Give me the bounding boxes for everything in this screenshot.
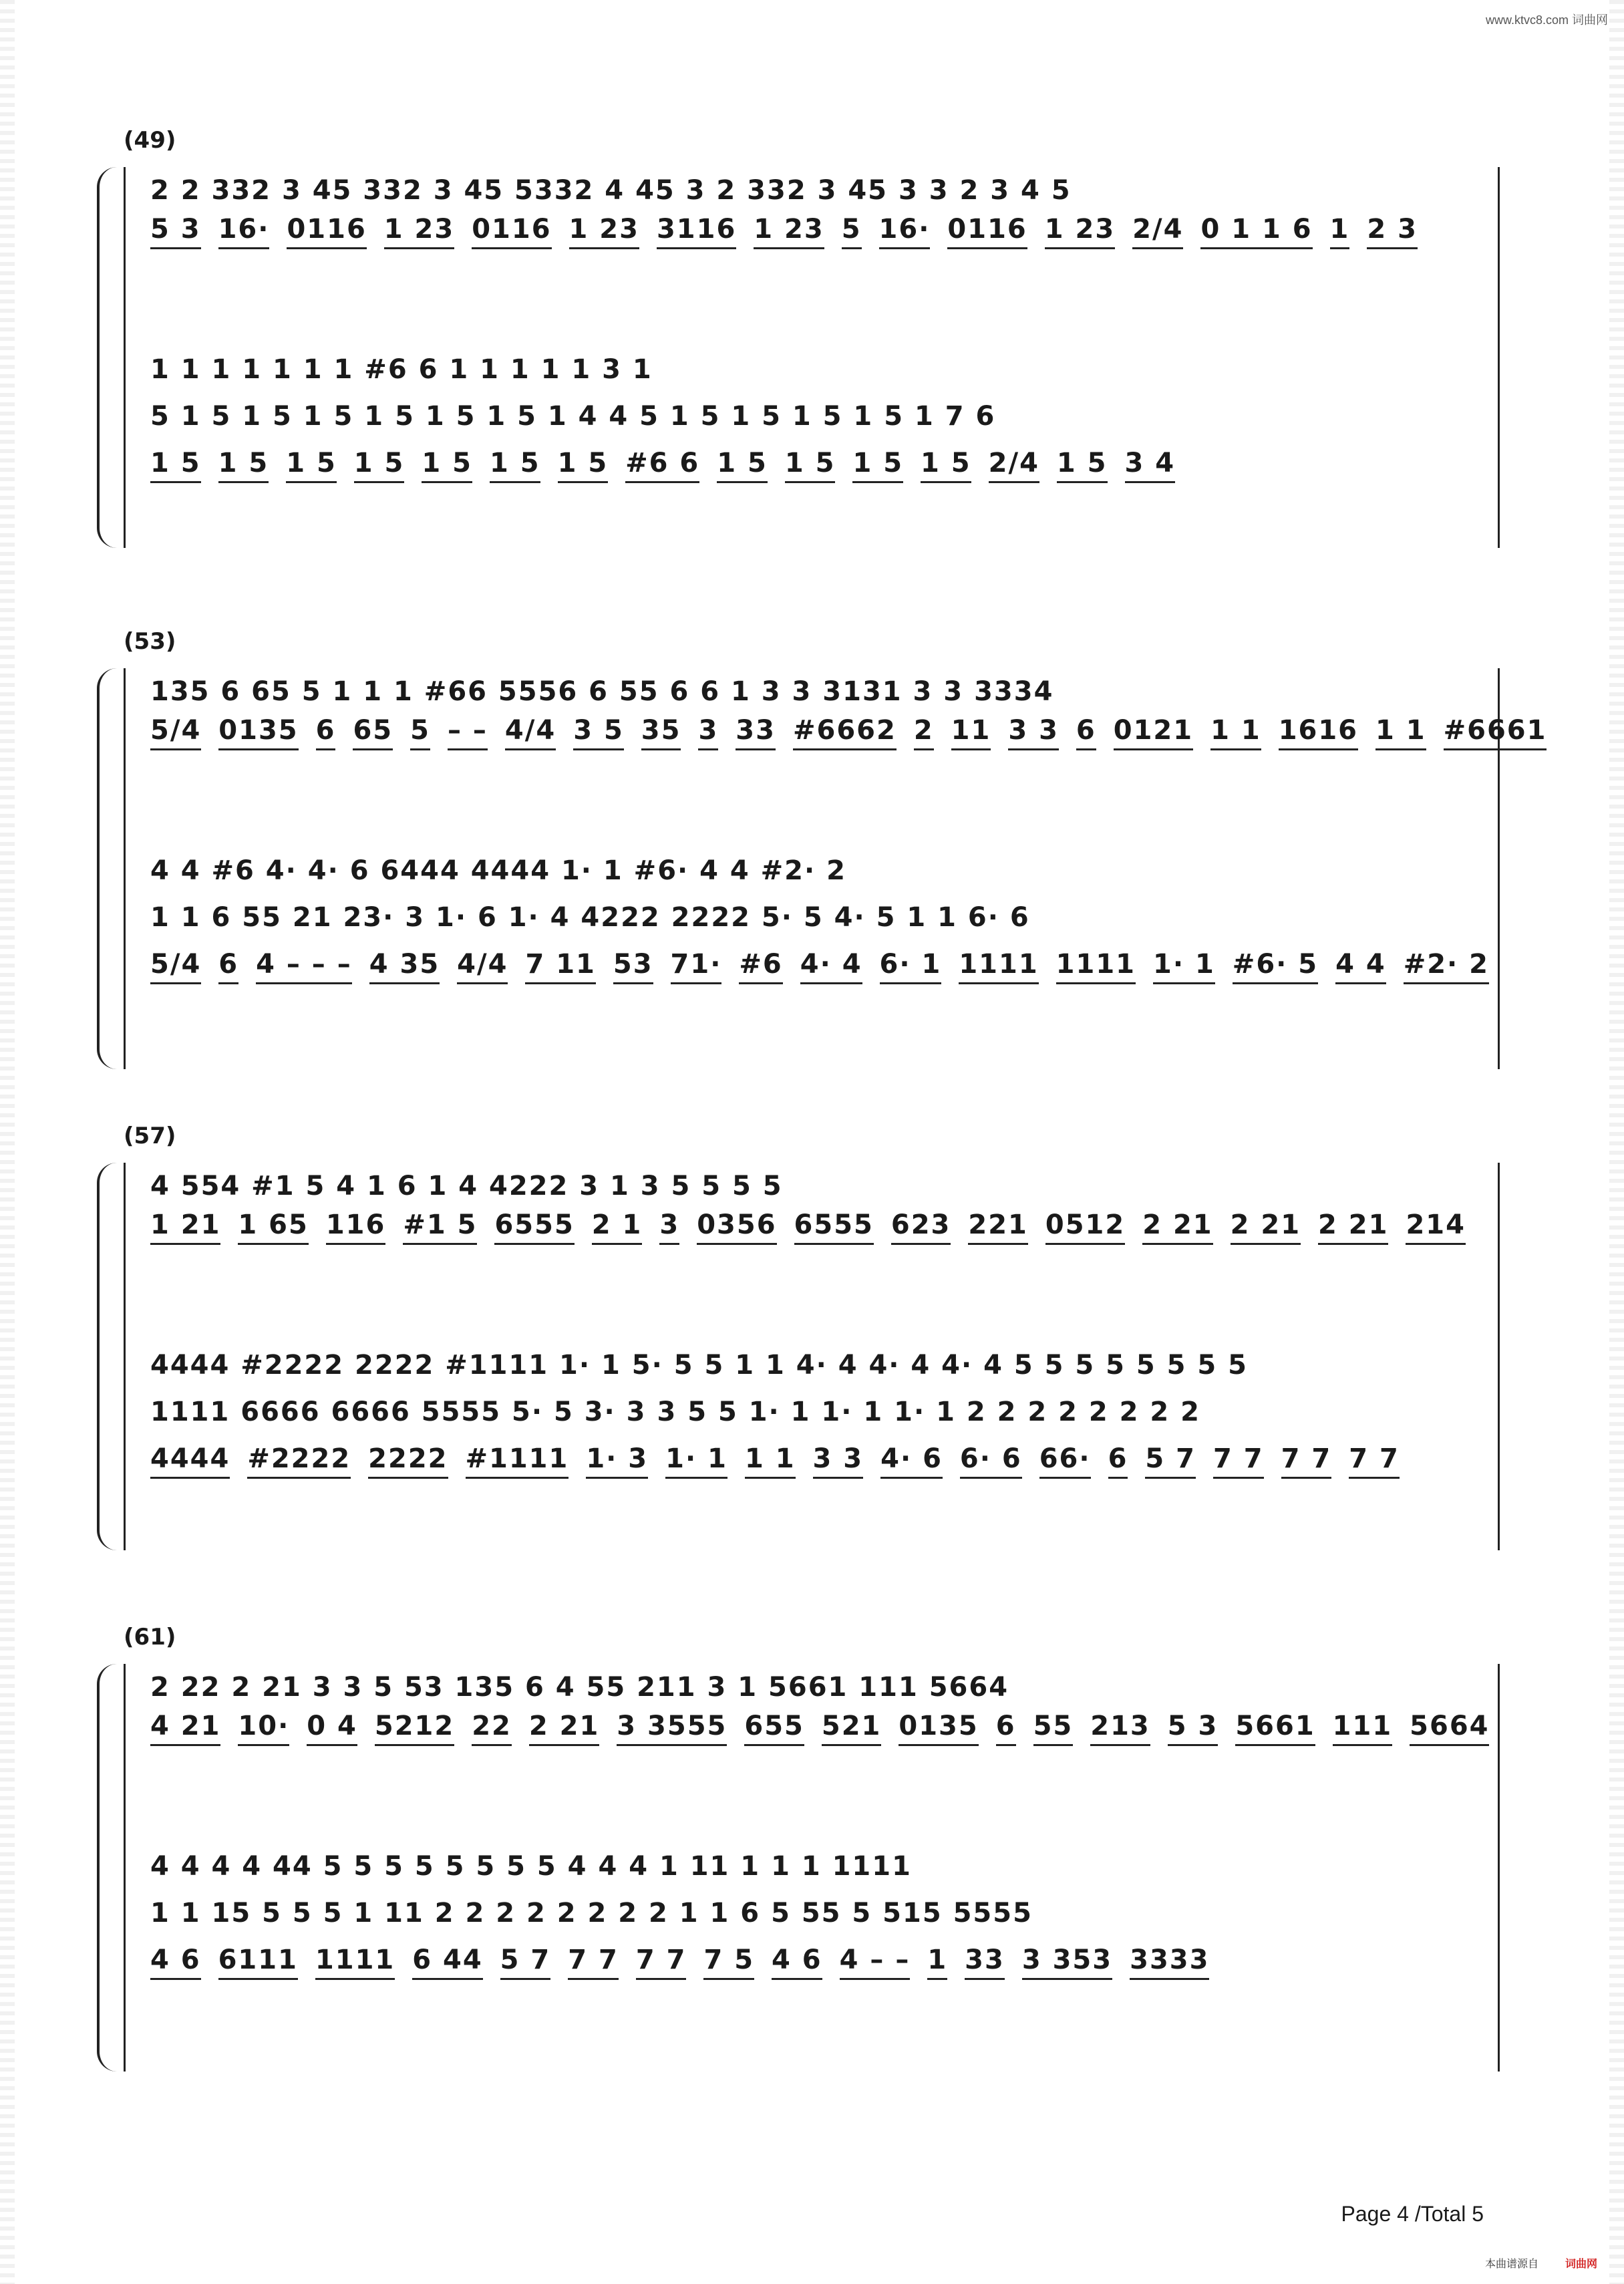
- note-group: 3: [659, 1209, 679, 1245]
- note-group: 7 11: [525, 949, 595, 984]
- note-group: 5/4: [150, 949, 201, 984]
- note-group: 1111: [1056, 949, 1136, 984]
- note-group: 0121: [1114, 715, 1193, 750]
- score-system: [124, 1624, 1500, 2072]
- bass-lower-notes: [150, 1945, 1486, 1980]
- note-group: 0135: [899, 1711, 978, 1746]
- note-group: 2 21: [529, 1711, 599, 1746]
- note-group: 1 1: [745, 1443, 796, 1479]
- system-start-barline: [124, 668, 126, 1069]
- note-group: 5: [842, 214, 862, 249]
- bass-middle-notes: 1 1 15 5 5 5 1 11 2 2 2 2 2 2 2 2 1 1 6 5 55 5 515 5555: [150, 1898, 1033, 1929]
- note-group: 1 5: [286, 448, 337, 483]
- note-group: 6555: [494, 1209, 574, 1245]
- note-group: 7 7: [1281, 1443, 1332, 1479]
- note-group: #6662: [793, 715, 897, 750]
- note-group: 7 7: [636, 1945, 687, 1980]
- score-system: [124, 628, 1547, 1069]
- note-group: 4 4: [1335, 949, 1386, 984]
- note-group: 1 23: [754, 214, 824, 249]
- note-group: 5 7: [1145, 1443, 1196, 1479]
- note-group: 521: [822, 1711, 882, 1746]
- note-group: 2 21: [1318, 1209, 1388, 1245]
- note-group: 2 21: [1142, 1209, 1212, 1245]
- site-banner[interactable]: www.ktvc8.com 词曲网: [1485, 13, 1608, 27]
- bass-lower-notes: [150, 448, 1486, 483]
- note-group: 1 5: [785, 448, 836, 483]
- note-group: 7 7: [1213, 1443, 1264, 1479]
- note-group: 0 1 1 6: [1200, 214, 1312, 249]
- note-group: 6 44: [412, 1945, 482, 1980]
- note-group: 1111: [315, 1945, 395, 1980]
- treble-melody-notes: [150, 214, 1486, 249]
- note-group: 3 5: [573, 715, 624, 750]
- measure-number: (61): [124, 1624, 176, 1651]
- right-margin-watermark: [1609, 0, 1624, 2284]
- note-group: 6: [1108, 1443, 1128, 1479]
- bass-upper-notes: 4444 #2222 2222 #1111 1· 1 5· 5 5 1 1 4· 4 4· 4 4· 4 5 5 5 5 5 5 5 5: [150, 1350, 1249, 1381]
- note-group: #6: [739, 949, 782, 984]
- note-group: #2222: [247, 1443, 351, 1479]
- note-group: – –: [448, 715, 488, 750]
- note-group: 1 5: [1057, 448, 1108, 483]
- note-group: 2: [914, 715, 934, 750]
- note-group: 16·: [218, 214, 270, 249]
- note-group: 66·: [1039, 1443, 1091, 1479]
- note-group: 1 5: [150, 448, 201, 483]
- note-group: 65: [353, 715, 393, 750]
- note-group: 4 – –: [840, 1945, 911, 1980]
- note-group: 0356: [697, 1209, 776, 1245]
- note-group: 11: [951, 715, 991, 750]
- note-group: 1 5: [921, 448, 971, 483]
- note-group: 4 35: [369, 949, 440, 984]
- note-group: 33: [965, 1945, 1005, 1980]
- note-group: 5 7: [500, 1945, 551, 1980]
- bass-lower-notes: [150, 949, 1490, 984]
- note-group: 116: [326, 1209, 386, 1245]
- page-indicator: Page 4 /Total 5: [1341, 2202, 1484, 2226]
- note-group: 623: [891, 1209, 951, 1245]
- note-group: 2 1: [592, 1209, 643, 1245]
- note-group: 2222: [368, 1443, 448, 1479]
- score-system: [124, 1123, 1500, 1550]
- bass-lower-notes: [150, 1443, 1486, 1479]
- note-group: 3333: [1130, 1945, 1209, 1980]
- note-group: 7 7: [1349, 1443, 1400, 1479]
- note-group: #6 6: [625, 448, 699, 483]
- note-group: 6: [316, 715, 336, 750]
- note-group: 213: [1090, 1711, 1150, 1746]
- system-start-barline: [124, 1664, 126, 2072]
- note-group: 3: [698, 715, 718, 750]
- note-group: 0135: [218, 715, 298, 750]
- bass-upper-notes: 4 4 4 4 44 5 5 5 5 5 5 5 5 4 4 4 1 11 1 1 1 1111: [150, 1851, 912, 1882]
- note-group: 4 21: [150, 1711, 220, 1746]
- note-group: 71·: [671, 949, 722, 984]
- note-group: 0116: [947, 214, 1027, 249]
- note-group: 1 5: [422, 448, 472, 483]
- note-group: 2/4: [1132, 214, 1183, 249]
- note-group: 16·: [879, 214, 931, 249]
- note-group: 1 5: [717, 448, 768, 483]
- treble-melody-notes: [150, 1209, 1486, 1245]
- note-group: 1 21: [150, 1209, 220, 1245]
- note-group: 5661: [1235, 1711, 1315, 1746]
- grand-staff-brace: [97, 1664, 120, 2072]
- treble-melody-notes: [150, 1711, 1490, 1746]
- measure-number: (53): [124, 628, 176, 655]
- note-group: 53: [613, 949, 653, 984]
- note-group: 35: [641, 715, 681, 750]
- note-group: 1 5: [354, 448, 405, 483]
- note-group: 1 1: [1375, 715, 1426, 750]
- note-group: 655: [744, 1711, 804, 1746]
- note-group: 1 65: [238, 1209, 308, 1245]
- measure-number: (57): [124, 1123, 176, 1149]
- note-group: 3116: [657, 214, 736, 249]
- note-group: 7 7: [568, 1945, 619, 1980]
- treble-upper-notes: 4 554 #1 5 4 1 6 1 4 4222 3 1 3 5 5 5 5: [150, 1171, 783, 1201]
- note-group: 33: [736, 715, 776, 750]
- note-group: 1 23: [569, 214, 639, 249]
- note-group: 1 23: [1045, 214, 1115, 249]
- note-group: #1111: [466, 1443, 569, 1479]
- source-credit: [1485, 2255, 1597, 2271]
- note-group: 55: [1033, 1711, 1074, 1746]
- grand-staff-brace: [97, 167, 120, 548]
- note-group: 111: [1333, 1711, 1393, 1746]
- note-group: 4/4: [457, 949, 508, 984]
- note-group: #6661: [1444, 715, 1547, 750]
- system-end-barline: [1498, 1163, 1500, 1550]
- score-system: [124, 127, 1500, 548]
- note-group: 214: [1406, 1209, 1466, 1245]
- bass-upper-notes: 4 4 #6 4· 4· 6 6444 4444 1· 1 #6· 4 4 #2· 2: [150, 855, 846, 886]
- grand-staff-brace: [97, 668, 120, 1069]
- note-group: 5/4: [150, 715, 201, 750]
- note-group: 6555: [794, 1209, 874, 1245]
- measure-number: (49): [124, 127, 176, 154]
- note-group: 6111: [218, 1945, 298, 1980]
- note-group: 2 21: [1231, 1209, 1301, 1245]
- note-group: 6: [996, 1711, 1016, 1746]
- note-group: 4· 6: [880, 1443, 943, 1479]
- treble-upper-notes: 2 22 2 21 3 3 5 53 135 6 4 55 211 3 1 5661 111 5664: [150, 1672, 1009, 1703]
- note-group: 0 4: [307, 1711, 357, 1746]
- system-start-barline: [124, 1163, 126, 1550]
- bass-middle-notes: 1111 6666 6666 5555 5· 5 3· 3 3 5 5 1· 1 1· 1 1· 1 2 2 2 2 2 2 2 2: [150, 1397, 1200, 1427]
- note-group: 5664: [1410, 1711, 1489, 1746]
- note-group: 1: [927, 1945, 947, 1980]
- note-group: 4· 4: [800, 949, 862, 984]
- note-group: 3 3: [813, 1443, 864, 1479]
- note-group: 1· 1: [665, 1443, 727, 1479]
- note-group: 22: [472, 1711, 512, 1746]
- note-group: 1 5: [852, 448, 903, 483]
- note-group: 2/4: [989, 448, 1039, 483]
- note-group: 1 1: [1210, 715, 1261, 750]
- note-group: 10·: [238, 1711, 289, 1746]
- note-group: 3 3555: [617, 1711, 727, 1746]
- note-group: 1111: [959, 949, 1038, 984]
- system-end-barline: [1498, 167, 1500, 548]
- bass-middle-notes: 1 1 6 55 21 23· 3 1· 6 1· 4 4222 2222 5· 5 4· 5 1 1 6· 6: [150, 902, 1030, 933]
- note-group: 7 5: [703, 1945, 754, 1980]
- note-group: 6· 6: [960, 1443, 1022, 1479]
- note-group: 1: [1330, 214, 1350, 249]
- note-group: 6: [218, 949, 238, 984]
- source-label: 本曲谱源自: [1484, 2259, 1538, 2270]
- note-group: 3 4: [1125, 448, 1176, 483]
- note-group: 2 3: [1367, 214, 1418, 249]
- note-group: #6· 5: [1233, 949, 1318, 984]
- note-group: 221: [968, 1209, 1028, 1245]
- note-group: 0116: [287, 214, 366, 249]
- treble-upper-notes: 135 6 65 5 1 1 1 #66 5556 6 55 6 6 1 3 3 3131 3 3 3334: [150, 676, 1054, 707]
- note-group: 6: [1076, 715, 1096, 750]
- note-group: 4 6: [772, 1945, 822, 1980]
- note-group: #2· 2: [1404, 949, 1489, 984]
- system-end-barline: [1498, 1664, 1500, 2072]
- system-start-barline: [124, 167, 126, 548]
- note-group: 1 5: [490, 448, 540, 483]
- bass-middle-notes: 5 1 5 1 5 1 5 1 5 1 5 1 5 1 4 4 5 1 5 1 5 1 5 1 5 1 7 6: [150, 401, 996, 432]
- note-group: 1 5: [218, 448, 269, 483]
- note-group: 6· 1: [880, 949, 942, 984]
- note-group: 5: [410, 715, 430, 750]
- bass-upper-notes: 1 1 1 1 1 1 1 #6 6 1 1 1 1 1 3 1: [150, 354, 653, 385]
- site-logo[interactable]: 词曲网: [1565, 2259, 1597, 2270]
- note-group: 1· 1: [1153, 949, 1215, 984]
- note-group: 0116: [472, 214, 551, 249]
- left-margin-watermark: [0, 0, 15, 2284]
- note-group: 4 6: [150, 1945, 201, 1980]
- note-group: 1616: [1279, 715, 1358, 750]
- note-group: 4 – – –: [256, 949, 352, 984]
- note-group: 1· 3: [586, 1443, 648, 1479]
- grand-staff-brace: [97, 1163, 120, 1550]
- note-group: 5 3: [1168, 1711, 1219, 1746]
- note-group: 1 5: [558, 448, 609, 483]
- note-group: 5212: [375, 1711, 454, 1746]
- note-group: 0512: [1045, 1209, 1125, 1245]
- note-group: 3 353: [1022, 1945, 1112, 1980]
- note-group: 4444: [150, 1443, 230, 1479]
- note-group: 5 3: [150, 214, 201, 249]
- note-group: #1 5: [403, 1209, 477, 1245]
- treble-upper-notes: 2 2 332 3 45 332 3 45 5332 4 45 3 2 332 3 45 3 3 2 3 4 5: [150, 175, 1072, 206]
- note-group: 3 3: [1008, 715, 1059, 750]
- note-group: 1 23: [384, 214, 454, 249]
- note-group: 4/4: [505, 715, 556, 750]
- treble-melody-notes: [150, 715, 1547, 750]
